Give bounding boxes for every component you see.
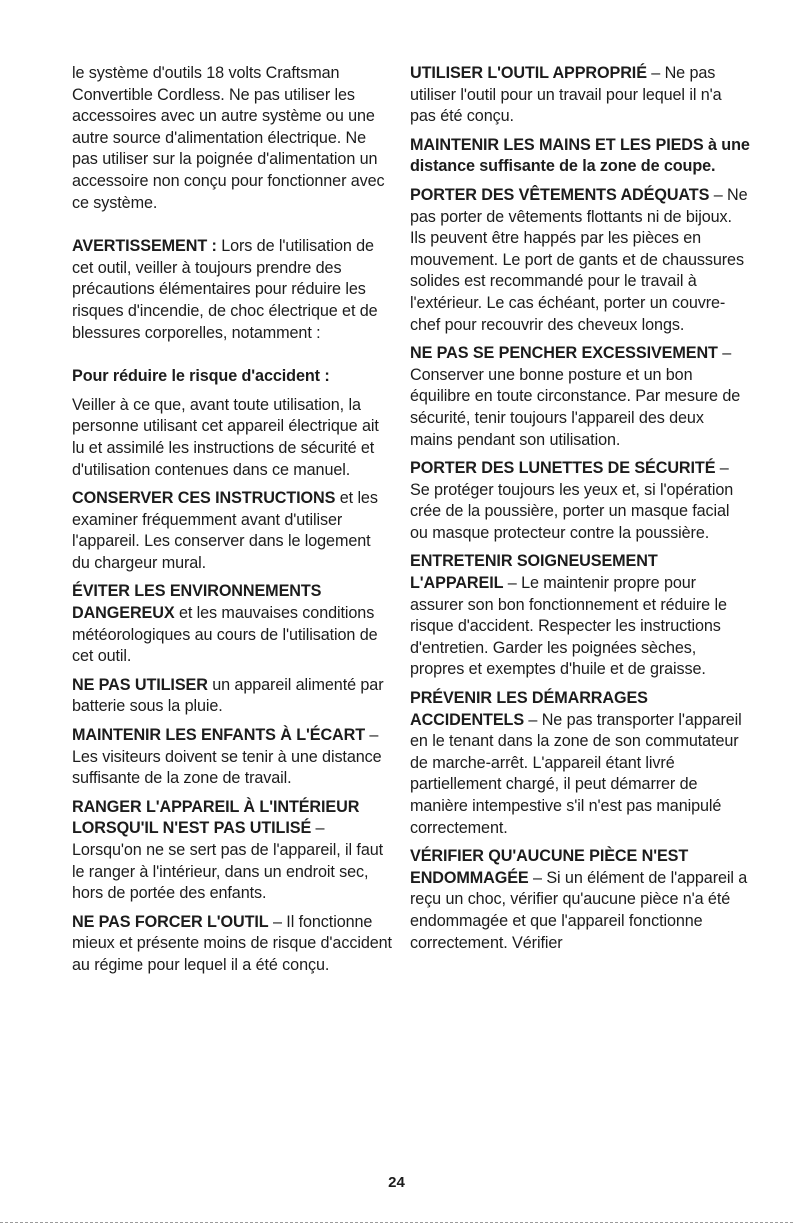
left-column	[72, 63, 392, 977]
read-manual-paragraph: Veiller à ce que, avant toute utilisation, la personne utilisant cet appareil électrique ait lu et assimilé les instructions de sécurité et d'utilisation contenues dans ce manuel.	[72, 395, 379, 479]
damaged-parts-text: – Si un élément de l'appareil a reçu un choc, vérifier qu'aucune pièce n'a été endommagée et que l'appareil fonctionne correctement. Vérifier	[410, 868, 748, 952]
warning-paragraph	[72, 236, 392, 344]
intro-paragraph: le système d'outils 18 volts Craftsman Convertible Cordless. Ne pas utiliser les accessoires avec un autre système ou une autre source d'alimentation électrique. Ne pas utiliser sur la poignée d'alimentation un accessoire non conçu pour fonctionner avec ce système.	[72, 64, 385, 212]
right-tool-text: – Ne pas utiliser l'outil pour un travail pour lequel il n'a pas été conçu.	[410, 64, 722, 126]
children-paragraph	[72, 725, 392, 790]
warning-heading: AVERTISSEMENT :	[72, 237, 217, 256]
damaged-parts-paragraph	[410, 846, 750, 954]
accidental-start-text: – Ne pas transporter l'appareil en le tenant dans la zone de son commutateur de marche-arrêt. L'appareil étant livré partiellement chargé, il peut démarrer de manière intempestive s'il n'est pas manipulé correctement.	[410, 710, 742, 837]
maintenance-text: – Le maintenir propre pour assurer son bon fonctionnement et réduire le risque d'accident. Respecter les instructions d'entretien. Garder les poignées sèches, propres et exemptes d'huile et de graisse.	[410, 574, 727, 679]
overreach-paragraph	[410, 343, 750, 451]
keep-instructions-text: et les examiner fréquemment avant d'utiliser l'appareil. Les conserver dans le logement du chargeur mural.	[72, 489, 378, 572]
hands-feet-paragraph: MAINTENIR LES MAINS ET LES PIEDS à une distance suffisante de la zone de coupe.	[410, 135, 750, 176]
force-tool-paragraph	[72, 912, 392, 977]
dangerous-environments-paragraph	[72, 581, 392, 667]
safety-glasses-paragraph	[410, 458, 750, 544]
warning-text: Lors de l'utilisation de cet outil, veiller à toujours prendre des précautions élémentaires pour réduire les risques d'incendie, de choc électrique et de blessures corporelles, notamment :	[72, 237, 378, 342]
right-tool-paragraph	[410, 63, 750, 128]
accidental-start-paragraph	[410, 688, 750, 839]
rain-paragraph	[72, 675, 392, 718]
storage-heading: RANGER L'APPAREIL À L'INTÉRIEUR LORSQU'IL N'EST PAS UTILISÉ	[72, 797, 360, 838]
accident-subheading: Pour réduire le risque d'accident :	[72, 367, 330, 386]
maintenance-paragraph	[410, 551, 750, 681]
dangerous-environments-heading: ÉVITER LES ENVIRONNEMENTS DANGEREUX	[72, 582, 322, 623]
rain-text: un appareil alimenté par batterie sous la pluie.	[72, 675, 384, 716]
right-tool-heading: UTILISER L'OUTIL APPROPRIÉ	[410, 64, 647, 82]
damaged-parts-heading: VÉRIFIER QU'AUCUNE PIÈCE N'EST ENDOMMAGÉE	[410, 847, 689, 887]
dangerous-environments-text: et les mauvaises conditions météorologiques au cours de l'utilisation de cet outil.	[72, 604, 378, 666]
overreach-text: – Conserver une bonne posture et un bon équilibre en toute circonstance. Par mesure de sécurité, tenir toujours l'appareil des deux mains pendant son utilisation.	[410, 344, 741, 449]
right-column	[410, 63, 750, 954]
page-number: 24	[388, 1174, 405, 1191]
keep-instructions-paragraph	[72, 488, 392, 574]
storage-text: – Lorsqu'on ne se sert pas de l'appareil, il faut le ranger à l'intérieur, dans un endroit sec, hors de portée des enfants.	[72, 819, 384, 903]
safety-glasses-heading: PORTER DES LUNETTES DE SÉCURITÉ	[410, 459, 716, 478]
clothing-heading: PORTER DES VÊTEMENTS ADÉQUATS	[410, 185, 710, 204]
children-text: – Les visiteurs doivent se tenir à une distance suffisante de la zone de travail.	[72, 726, 382, 788]
rain-heading: NE PAS UTILISER	[72, 675, 208, 694]
safety-glasses-text: – Se protéger toujours les yeux et, si l'opération crée de la poussière, porter un masque facial ou masque protecteur contre la poussière.	[410, 459, 734, 542]
force-tool-heading: NE PAS FORCER L'OUTIL	[72, 912, 269, 931]
maintenance-heading: ENTRETENIR SOIGNEUSEMENT L'APPAREIL	[410, 552, 658, 593]
overreach-heading: NE PAS SE PENCHER EXCESSIVEMENT	[410, 344, 718, 363]
children-heading: MAINTENIR LES ENFANTS À L'ÉCART	[72, 726, 366, 745]
keep-instructions-heading: CONSERVER CES INSTRUCTIONS	[72, 489, 336, 508]
storage-paragraph	[72, 797, 392, 905]
clothing-text: – Ne pas porter de vêtements flottants ni de bijoux. Ils peuvent être happés par les pièces en mouvement. Le port de gants et de chaussures solides est recommandé pour le travail à l'extérieur. Le cas échéant, porter un couvre-chef pour recouvrir des cheveux longs.	[410, 185, 748, 334]
bottom-divider	[0, 1222, 793, 1223]
accidental-start-heading: PRÉVENIR LES DÉMARRAGES ACCIDENTELS	[410, 689, 648, 729]
force-tool-text: – Il fonctionne mieux et présente moins de risque d'accident au régime pour lequel il a été conçu.	[72, 912, 392, 974]
clothing-paragraph	[410, 185, 750, 336]
